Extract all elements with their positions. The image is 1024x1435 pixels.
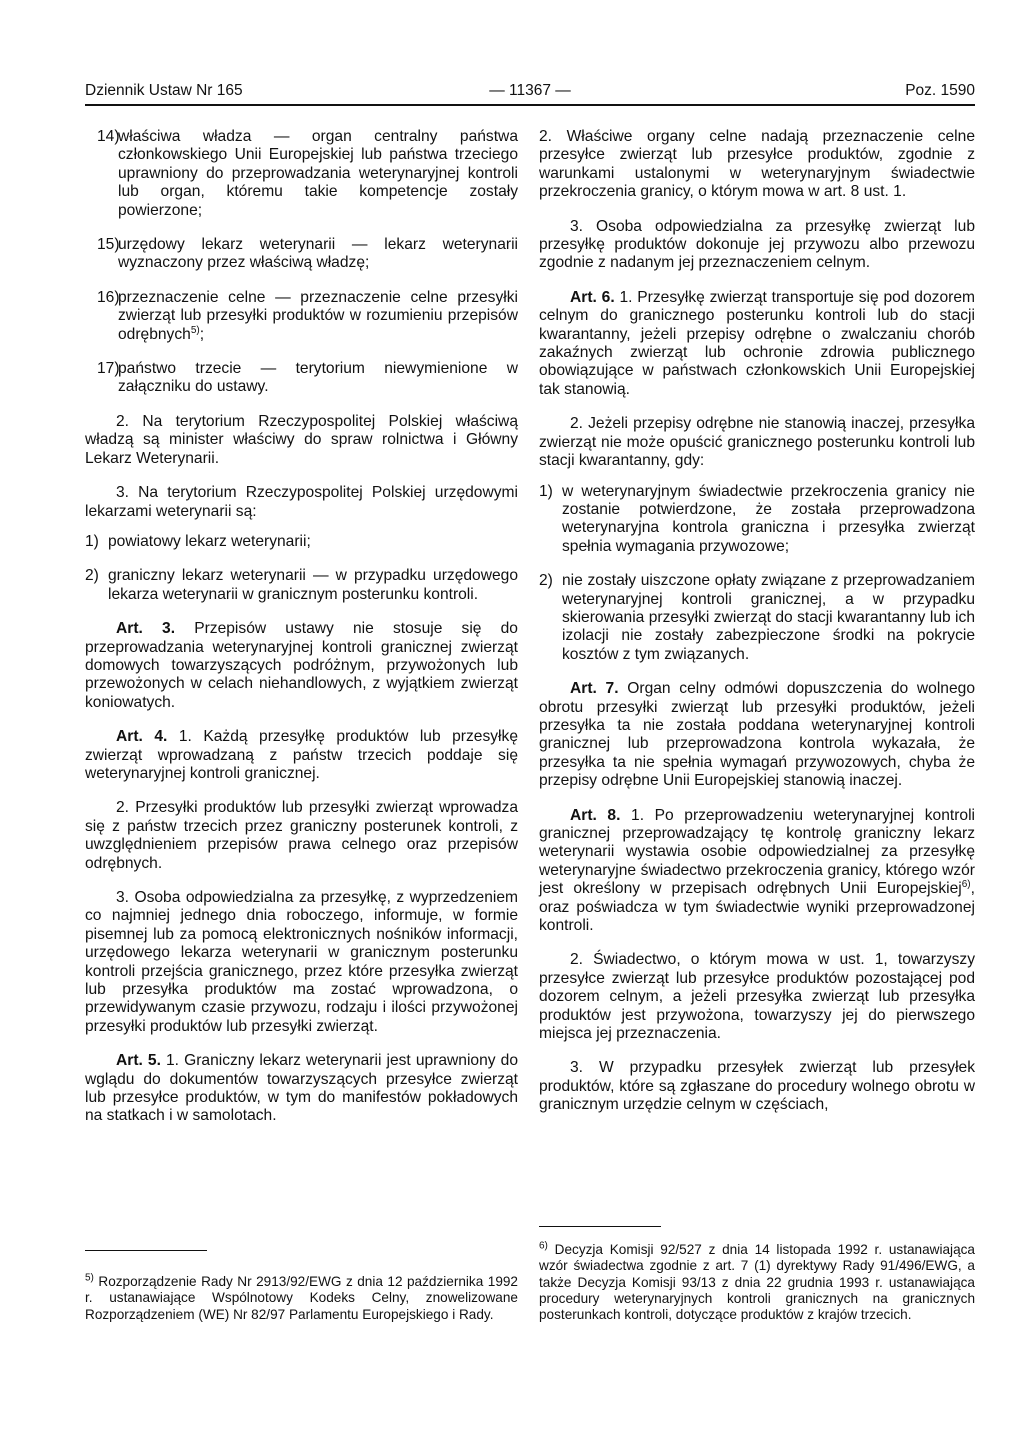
article-4-paragraph-3: 3. Osoba odpowiedzialna za przesyłkę, z wyprzedzeniem co najmniej jednego dnia roboczego, informuje, w formie pisemnej lub za pomocą elektronicznych nośników informacji, urzędowego lekarza weterynarii w granicznym posterunku kontroli przejścia granicznego, przez które przesyłka zwierząt lub przesyłka produktów ma zostać wprowadzona, o przewidywanym czasie przywozu, rodzaju i ilości przywożonej przesyłki produktów lub przesyłki zwierząt. xyxy=(85,889,518,1035)
article-8-paragraph-2: 2. Świadectwo, o którym mowa w ust. 1, towarzyszy przesyłce zwierząt lub przesyłce produktów pozostającej pod dozorem celnym, a jeżeli przesyłka zwierząt lub przesyłka produktów jest przywożona, towarzyszy jej do pierwszego miejsca jej przeznaczenia. xyxy=(539,951,975,1043)
article-6-paragraph-2: 2. Jeżeli przepisy odrębne nie stanowią inaczej, przesyłka zwierząt nie może opuścić granicznego posterunku kontroli lub stacji kwarantanny, gdy: xyxy=(539,415,975,470)
footnote-5 xyxy=(85,1274,518,1323)
item-text: urzędowy lekarz weterynarii — lekarz weterynarii wyznaczony przez właściwą władzę; xyxy=(118,236,518,272)
article-4-paragraph-2: 2. Przesyłki produktów lub przesyłki zwierząt wprowadza się z państw trzecich przez graniczny posterunek kontroli, z uwzględnieniem przepisów prawa celnego oraz przepisów odrębnych. xyxy=(85,799,518,872)
item-number: 16) xyxy=(97,288,120,306)
article-text: 1. Każdą przesyłkę produktów lub przesyłkę zwierząt wprowadzaną z państw trzecich poddaje się weterynaryjnej kontroli granicznej. xyxy=(85,728,518,782)
article-6-paragraph-1 xyxy=(539,289,975,399)
article-text: 1. Po przeprowadzeniu weterynaryjnej kontroli granicznej przeprowadzający tę kontrolę graniczny lekarz weterynarii wystawia osobie odpowiedzialnej za przesyłkę weterynaryjne świadectwo przekroczenia granicy, którego wzór jest określony w przepisach odrębnych Unii Europejskiej xyxy=(539,806,975,898)
article-text: Organ celny odmówi dopuszczenia do wolnego obrotu przesyłki zwierząt lub przesyłki produktów, jeżeli przesyłka ta nie została poddana weterynaryjnej kontroli granicznej lub przeprowadzona kontrola wykazała, że przesyłka ta nie spełnia wymagań przywozowych, chyba że przepisy odrębne Unii Europejskiej stanowią inaczej. xyxy=(539,680,975,790)
definition-item-15 xyxy=(85,236,518,273)
article-text: 1. Graniczny lekarz weterynarii jest uprawniony do wglądu do dokumentów towarzyszących przesyłce zwierząt lub przesyłce produktów, w tym do manifestów pokładowych na statkach i w samolotach. xyxy=(85,1052,518,1125)
article-4-paragraph-1 xyxy=(85,728,518,783)
article-label: Art. 8. xyxy=(570,806,621,824)
position-number: Poz. 1590 xyxy=(905,82,975,99)
footnote-marker: 6) xyxy=(539,1240,548,1252)
article-label: Art. 3. xyxy=(116,620,176,638)
list-item-2 xyxy=(85,567,518,604)
article-5-paragraph-1 xyxy=(85,1052,518,1126)
article-5-paragraph-3: 3. Osoba odpowiedzialna za przesyłkę zwierząt lub przesyłkę produktów dokonuje jej przywozu albo przewozu zgodnie z nadanym jej przeznaczeniem celnym. xyxy=(539,217,975,272)
item-text: państwo trzecie — terytorium niewymienione w załączniku do ustawy. xyxy=(118,360,518,396)
item-text: w weterynaryjnym świadectwie przekroczenia granicy nie zostanie potwierdzone, że została przeprowadzona weterynaryjna kontrola graniczna i przesyłka zwierząt spełnia wymagania przywozowe; xyxy=(562,482,975,555)
left-column xyxy=(85,128,518,1142)
art2-paragraph-2: 2. Na terytorium Rzeczypospolitej Polskiej właściwą władzą są minister właściwy do spraw rolnictwa i Główny Lekarz Weterynarii. xyxy=(85,412,518,467)
item-number: 15) xyxy=(97,236,120,254)
item-number: 14) xyxy=(97,128,120,145)
item-number: 1) xyxy=(85,532,99,550)
item-text: właściwa władza — organ centralny państwa członkowskiego Unii Europejskiej lub państwa trzeciego uprawniony do przeprowadzania weterynaryjnej kontroli lub organ, któremu takie kompetencje zostały powierzone; xyxy=(118,128,518,219)
page-number: — 11367 — xyxy=(489,82,571,99)
art2-paragraph-3: 3. Na terytorium Rzeczypospolitej Polskiej urzędowymi lekarzami weterynarii są: xyxy=(85,484,518,520)
item-text: przeznaczenie celne — przeznaczenie celne przesyłki zwierząt lub przesyłki produktów w rozumieniu przepisów odrębnych xyxy=(118,288,518,343)
article-text-tail: , oraz poświadcza w tym świadectwie wyniki przeprowadzonej kontroli. xyxy=(539,880,975,935)
list-item-1 xyxy=(85,533,518,551)
list-item-1 xyxy=(539,483,975,557)
list-item-2 xyxy=(539,572,975,664)
article-7 xyxy=(539,680,975,790)
item-number: 2) xyxy=(539,572,553,590)
definition-item-16 xyxy=(85,289,518,344)
footnote-rule-left xyxy=(85,1250,207,1251)
footnote-ref-6: 6) xyxy=(961,879,971,891)
item-text: graniczny lekarz weterynarii — w przypadku urzędowego lekarza weterynarii w granicznym posterunku kontroli. xyxy=(108,567,518,603)
footnote-rule-right xyxy=(539,1226,661,1227)
article-5-paragraph-2: 2. Właściwe organy celne nadają przeznaczenie celne przesyłce zwierząt lub przesyłce produktów, zgodnie z warunkami ustalonymi w weterynaryjnym świadectwie przekroczenia granicy, o którym mowa w art. 8 ust. 1. xyxy=(539,128,975,201)
footnote-text: Decyzja Komisji 92/527 z dnia 14 listopada 1992 r. ustanawiająca wzór świadectwa zgodnie z art. 7 (1) dyrektywy Rady 91/496/EWG, a także Decyzja Komisji 93/13 z dnia 22 grudnia 1993 r. ustanawiająca procedury weterynaryjnych kontroli granicznych na granicznych posterunkach kontroli, dotyczące produktów z krajów trzecich. xyxy=(539,1242,975,1323)
article-label: Art. 6. xyxy=(570,288,615,306)
article-8-paragraph-1 xyxy=(539,807,975,936)
right-column xyxy=(539,128,975,1131)
footnote-6 xyxy=(539,1242,975,1323)
article-8-paragraph-3: 3. W przypadku przesyłek zwierząt lub przesyłek produktów, które są zgłaszane do procedury wolnego obrotu w granicznym urzędzie celnym w częściach, xyxy=(539,1059,975,1114)
definition-item-17 xyxy=(85,360,518,397)
footnote-marker: 5) xyxy=(85,1272,94,1284)
item-text-tail: ; xyxy=(199,325,205,343)
footnote-text: Rozporządzenie Rady Nr 2913/92/EWG z dnia 12 października 1992 r. ustanawiające Wspólnotowy Kodeks Celny, znowelizowane Rozporządzeniem (WE) Nr 82/97 Parlamentu Europejskiego i Rady. xyxy=(85,1274,518,1322)
item-text: nie zostały uiszczone opłaty związane z przeprowadzaniem weterynaryjnej kontroli granicznej, a w przypadku skierowania przesyłki zwierząt do stacji kwarantanny lub ich izolacji nie zostały zabezpieczone środki na pokrycie kosztów z tym związanych. xyxy=(562,572,975,663)
article-label: Art. 5. xyxy=(116,1052,161,1070)
journal-title: Dziennik Ustaw Nr 165 xyxy=(85,82,243,99)
item-number: 2) xyxy=(85,567,99,585)
item-number: 1) xyxy=(539,482,553,500)
definition-item-14 xyxy=(85,128,518,220)
page-header xyxy=(85,82,975,104)
article-3 xyxy=(85,620,518,712)
item-number: 17) xyxy=(97,360,120,378)
article-label: Art. 4. xyxy=(116,728,168,746)
article-text: 1. Przesyłkę zwierząt transportuje się pod dozorem celnym do granicznego posterunku kontroli lub do stacji kwarantanny, jeżeli przepisy odrębne o zwalczaniu chorób zakaźnych zwierząt lub ochronie zdrowia publicznego obowiązujące w państwach członkowskich Unii Europejskiej tak stanowią. xyxy=(539,288,975,398)
item-text: powiatowy lekarz weterynarii; xyxy=(108,532,311,550)
footnote-ref-5: 5) xyxy=(190,324,200,336)
article-label: Art. 7. xyxy=(570,680,619,698)
article-text: Przepisów ustawy nie stosuje się do przeprowadzania weterynaryjnej kontroli granicznej zwierząt domowych towarzyszących podróżnym, przywożonych lub przewożonych w celach niehandlowych, z wyjątkiem zwierząt koniowatych. xyxy=(85,620,518,711)
header-rule xyxy=(85,104,975,106)
